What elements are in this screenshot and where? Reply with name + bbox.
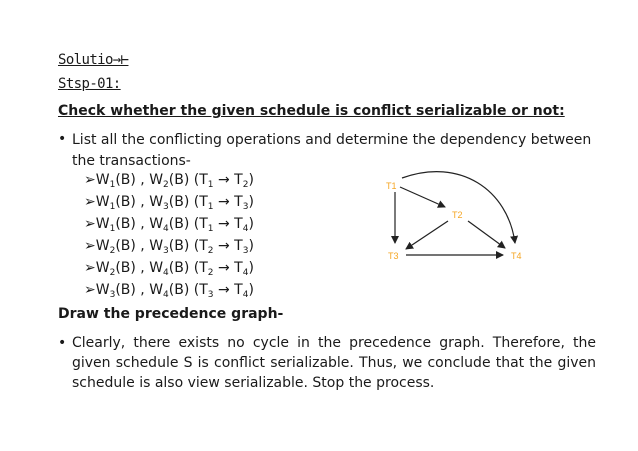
bullet-1-line-1: List all the conflicting operations and determine the dependency between <box>72 132 592 148</box>
edge-t2-t4 <box>468 221 505 248</box>
edge-t1-t2 <box>400 187 445 207</box>
bullet-dot-2: • <box>58 335 67 351</box>
arrowhead-bullet-icon: ➢ <box>84 216 96 232</box>
arrowhead-bullet-icon: ➢ <box>84 260 96 276</box>
dependency-item: $➢W_2(B)$ , $W_4(B) (T_2 \to T_4)$ <box>84 260 254 278</box>
bullet-1-line-2: the transactions- <box>72 153 191 169</box>
dependency-item: $➢W_3(B)$ , $W_4(B) (T_3 \to T_4)$ <box>84 282 254 300</box>
graph-node-t3: T3 <box>388 251 399 261</box>
graph-node-t2: T2 <box>452 210 463 220</box>
dependency-item: $➢W_1(B)$ , $W_2(B) (T_1 \to T_2)$ <box>84 172 254 190</box>
edge-t2-t3 <box>406 221 448 249</box>
arrowhead-bullet-icon: ➢ <box>84 238 96 254</box>
section-heading: Check whether the given schedule is conflict serializable or not: <box>58 103 565 119</box>
dependency-item: $➢W_1(B)$ , $W_3(B) (T_1 \to T_3)$ <box>84 194 254 212</box>
arrowhead-bullet-icon: ➢ <box>84 194 96 210</box>
graph-heading: Draw the precedence graph- <box>58 306 284 322</box>
graph-node-t1: T1 <box>386 181 397 191</box>
graph-node-t4: T4 <box>511 251 522 261</box>
solution-label: Solutio→⊢ <box>58 52 129 68</box>
step-label: Stsp-01: <box>58 76 121 92</box>
arrowhead-bullet-icon: ➢ <box>84 172 96 188</box>
precedence-graph <box>370 165 550 270</box>
dependency-item: $➢W_1(B)$ , $W_4(B) (T_1 \to T_4)$ <box>84 216 254 234</box>
bullet-2-text: Clearly, there exists no cycle in the precedence graph. Therefore, the given schedule S is conflict serializable. Thus, we conclude that the given schedule is also view serializable. Stop the process. <box>72 335 596 391</box>
arrowhead-bullet-icon: ➢ <box>84 282 96 298</box>
edge-t1-t4 <box>402 172 515 243</box>
bullet-dot-1: • <box>58 131 67 147</box>
dependency-item: $➢W_2(B)$ , $W_3(B) (T_2 \to T_3)$ <box>84 238 254 256</box>
